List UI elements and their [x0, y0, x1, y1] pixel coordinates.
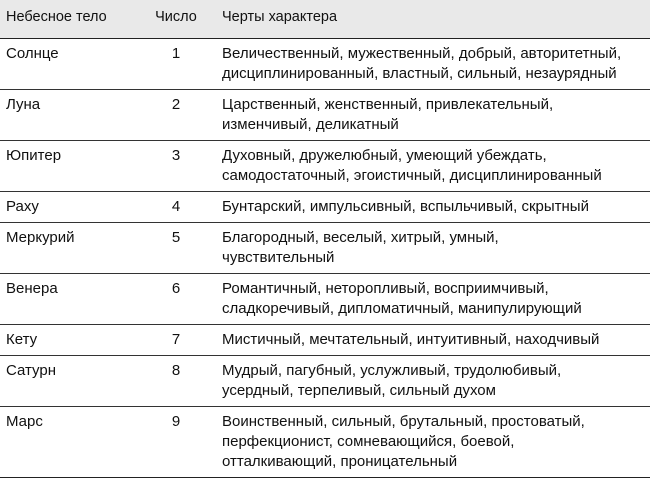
traits-cell [220, 406, 650, 477]
header-row [0, 0, 650, 38]
traits-line: отталкивающий, проницательный [222, 452, 458, 470]
traits-line: сладкоречивый, дипломатичный, манипулирующий [222, 299, 582, 317]
table-row [0, 355, 650, 406]
traits-line: Мудрый, пагубный, услужливый, трудолюбивый, [222, 361, 562, 379]
table-row [0, 406, 650, 477]
celestial-body-cell: Кету [0, 324, 132, 355]
number-cell: 5 [132, 222, 220, 273]
table-row [0, 222, 650, 273]
table-row [0, 140, 650, 191]
celestial-body-cell: Юпитер [0, 140, 132, 191]
traits-line: Бунтарский, импульсивный, вспыльчивый, скрытный [222, 197, 589, 215]
number-cell: 9 [132, 406, 220, 477]
number-cell: 7 [132, 324, 220, 355]
traits-line: чувствительный [222, 248, 335, 266]
traits-cell [220, 273, 650, 324]
number-cell: 6 [132, 273, 220, 324]
traits-cell [220, 355, 650, 406]
celestial-body-cell: Луна [0, 89, 132, 140]
traits-line: Благородный, веселый, хитрый, умный, [222, 228, 499, 246]
table-header [0, 0, 650, 38]
traits-line: Романтичный, неторопливый, восприимчивый, [222, 279, 549, 297]
traits-line: Величественный, мужественный, добрый, авторитетный, [222, 44, 622, 62]
traits-line: Царственный, женственный, привлекательный, [222, 95, 554, 113]
table-body [0, 38, 650, 477]
number-cell: 8 [132, 355, 220, 406]
traits-cell [220, 140, 650, 191]
traits-cell [220, 222, 650, 273]
table-row [0, 191, 650, 222]
traits-cell [220, 324, 650, 355]
header-number: Число [132, 0, 220, 38]
number-cell: 4 [132, 191, 220, 222]
header-traits: Черты характера [220, 0, 650, 38]
traits-cell [220, 38, 650, 89]
traits-line: перфекционист, сомневающийся, боевой, [222, 432, 515, 450]
traits-cell [220, 89, 650, 140]
table-row [0, 89, 650, 140]
number-cell: 1 [132, 38, 220, 89]
celestial-body-cell: Меркурий [0, 222, 132, 273]
table-row [0, 273, 650, 324]
celestial-body-cell: Солнце [0, 38, 132, 89]
number-cell: 2 [132, 89, 220, 140]
traits-line: усердный, терпеливый, сильный духом [222, 381, 496, 399]
table-row [0, 324, 650, 355]
celestial-body-cell: Сатурн [0, 355, 132, 406]
traits-line: самодостаточный, эгоистичный, дисциплинированный [222, 166, 602, 184]
traits-line: изменчивый, деликатный [222, 115, 399, 133]
number-cell: 3 [132, 140, 220, 191]
table-row [0, 38, 650, 89]
traits-line: Мистичный, мечтательный, интуитивный, находчивый [222, 330, 600, 348]
traits-cell [220, 191, 650, 222]
traits-line: Воинственный, сильный, брутальный, простоватый, [222, 412, 585, 430]
header-celestial-body: Небесное тело [0, 0, 132, 38]
traits-line: дисциплинированный, властный, сильный, незаурядный [222, 64, 617, 82]
celestial-body-cell: Раху [0, 191, 132, 222]
traits-line: Духовный, дружелюбный, умеющий убеждать, [222, 146, 547, 164]
celestial-body-cell: Марс [0, 406, 132, 477]
celestial-body-cell: Венера [0, 273, 132, 324]
